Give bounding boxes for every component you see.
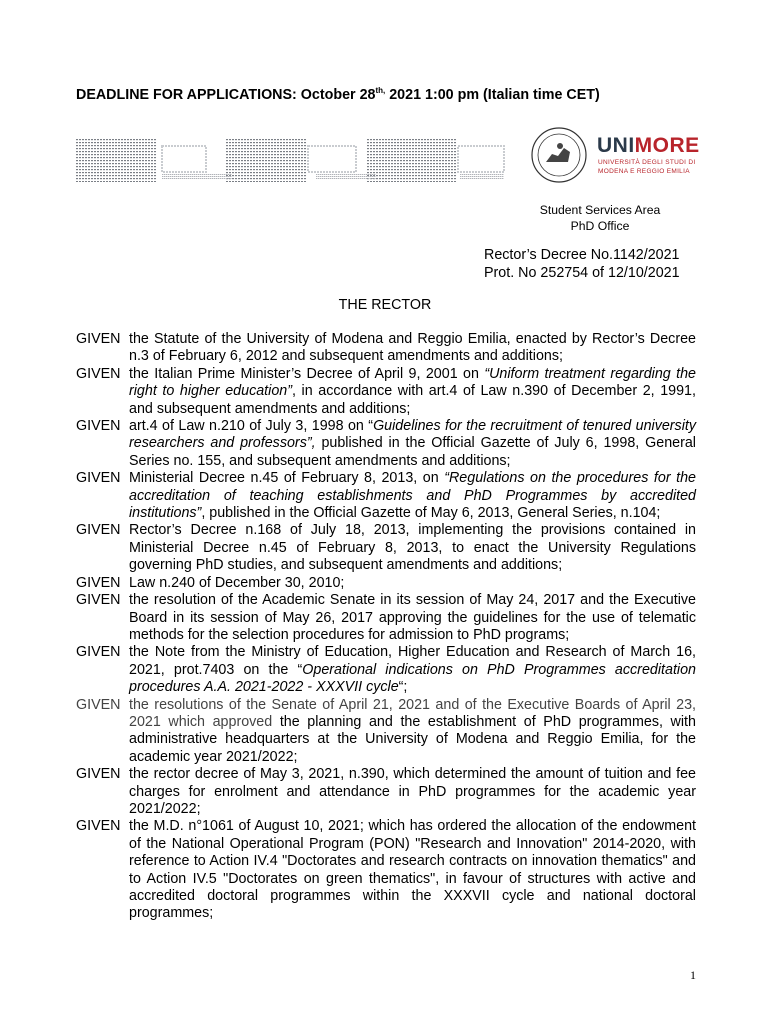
given-clause <box>76 522 696 574</box>
page-title: THE RECTOR <box>338 297 432 313</box>
university-seal-icon <box>530 126 588 184</box>
given-clause <box>76 818 696 922</box>
given-clauses <box>76 331 696 923</box>
given-clause <box>76 418 696 470</box>
given-text: art.4 of Law n.210 of July 3, 1998 on “Guidelines for the recruitment of tenured university researchers and professors”, published in the Official Gazette of July 6, 1998, General Series no. 155, and subsequent amendments and additions; <box>129 418 696 469</box>
unimore-logo-subtitle: UNIVERSITÀ DEGLI STUDI DI MODENA E REGGIO EMILIA <box>598 159 696 175</box>
given-clause <box>76 470 696 522</box>
given-label: GIVEN <box>76 644 121 661</box>
office-info: Student Services Area PhD Office <box>539 203 661 233</box>
given-text: the Statute of the University of Modena and Reggio Emilia, enacted by Rector’s Decree n.3 of February 6, 2012 and subsequent amendments and additions; <box>129 331 696 365</box>
given-text: Ministerial Decree n.45 of February 8, 2013, on “Regulations on the procedures for the accreditation of teaching establishments and PhD Programmes by accredited institutions”, published in the Official Gazette of May 6, 2013, General Series, n.104; <box>129 470 696 522</box>
given-text: the Italian Prime Minister’s Decree of April 9, 2001 on “Uniform treatment regarding the right to higher education”, in accordance with art.4 of Law n.390 of December 2, 1991, and subsequent amendments and additions; <box>129 365 696 417</box>
deadline-heading: DEADLINE FOR APPLICATIONS: October $28^{th,}$ 2021 1:00 pm (Italian time CET) <box>76 86 600 103</box>
given-clause <box>76 697 696 767</box>
given-label: GIVEN <box>76 818 121 835</box>
given-text: Law n.240 of December 30, 2010; <box>129 574 345 591</box>
given-label: GIVEN <box>76 365 121 382</box>
given-clause <box>76 575 696 592</box>
given-clause <box>76 766 696 818</box>
given-text: the M.D. n°1061 of August 10, 2021; which has ordered the allocation of the endowment of the National Operational Program (PON) "Research and Innovation" 2014-2020, with reference to Action IV.4 "Doctorates and research contracts on innovation thematics" and to Action IV.5 "Doctorates on green thematics", in favour of structures with active and accredited doctoral programmes within the XXXVII cycle and national doctoral programmes; <box>129 818 696 922</box>
given-clause <box>76 644 696 696</box>
given-label: GIVEN <box>76 592 121 609</box>
given-label: GIVEN <box>76 574 121 591</box>
given-label: GIVEN <box>76 331 121 347</box>
given-text: the rector decree of May 3, 2021, n.390, which determined the amount of tuition and fee charges for enrolment and attendance in PhD programmes for the academic year 2021/2022; <box>129 766 696 817</box>
given-label: GIVEN <box>76 522 121 539</box>
given-label: GIVEN <box>76 470 121 487</box>
given-clause <box>76 592 696 644</box>
given-label: GIVEN <box>76 696 121 713</box>
unimore-logo: UNIMORE <box>597 134 700 157</box>
pon-logo-strip <box>76 136 506 186</box>
given-text: the Note from the Ministry of Education, Higher Education and Research of March 16, 2021, prot.7403 on the “Operational indications on PhD Programmes accreditation procedures A.A. 2021-2022 - XXXVII cycle“; <box>129 644 696 696</box>
given-label: GIVEN <box>76 418 121 435</box>
given-label: GIVEN <box>76 766 121 783</box>
given-text: the resolutions of the Senate of April 21, 2021 and of the Executive Boards of April 23, 2021 which approved the planning and the establishment of PhD programmes, with administrative headquarters at the University of Modena and Reggio Emilia, for the academic year 2021/2022; <box>129 696 696 765</box>
given-clause <box>76 331 696 366</box>
given-text: Rector’s Decree n.168 of July 18, 2013, implementing the provisions contained in Ministerial Decree n.45 of February 8, 2013, to enact the University Regulations governing PhD studies, and subsequent amendments and additions; <box>129 522 696 574</box>
decree-reference: Rector’s Decree No.1142/2021 Prot. No 252754 of 12/10/2021 <box>484 247 680 281</box>
given-clause <box>76 366 696 418</box>
page-number: 1 <box>690 968 696 982</box>
given-text: the resolution of the Academic Senate in its session of May 24, 2017 and the Executive Board in its session of May 26, 2017 approving the guidelines for the use of telematic methods for the selection procedures for admission to PhD programs; <box>129 592 696 643</box>
